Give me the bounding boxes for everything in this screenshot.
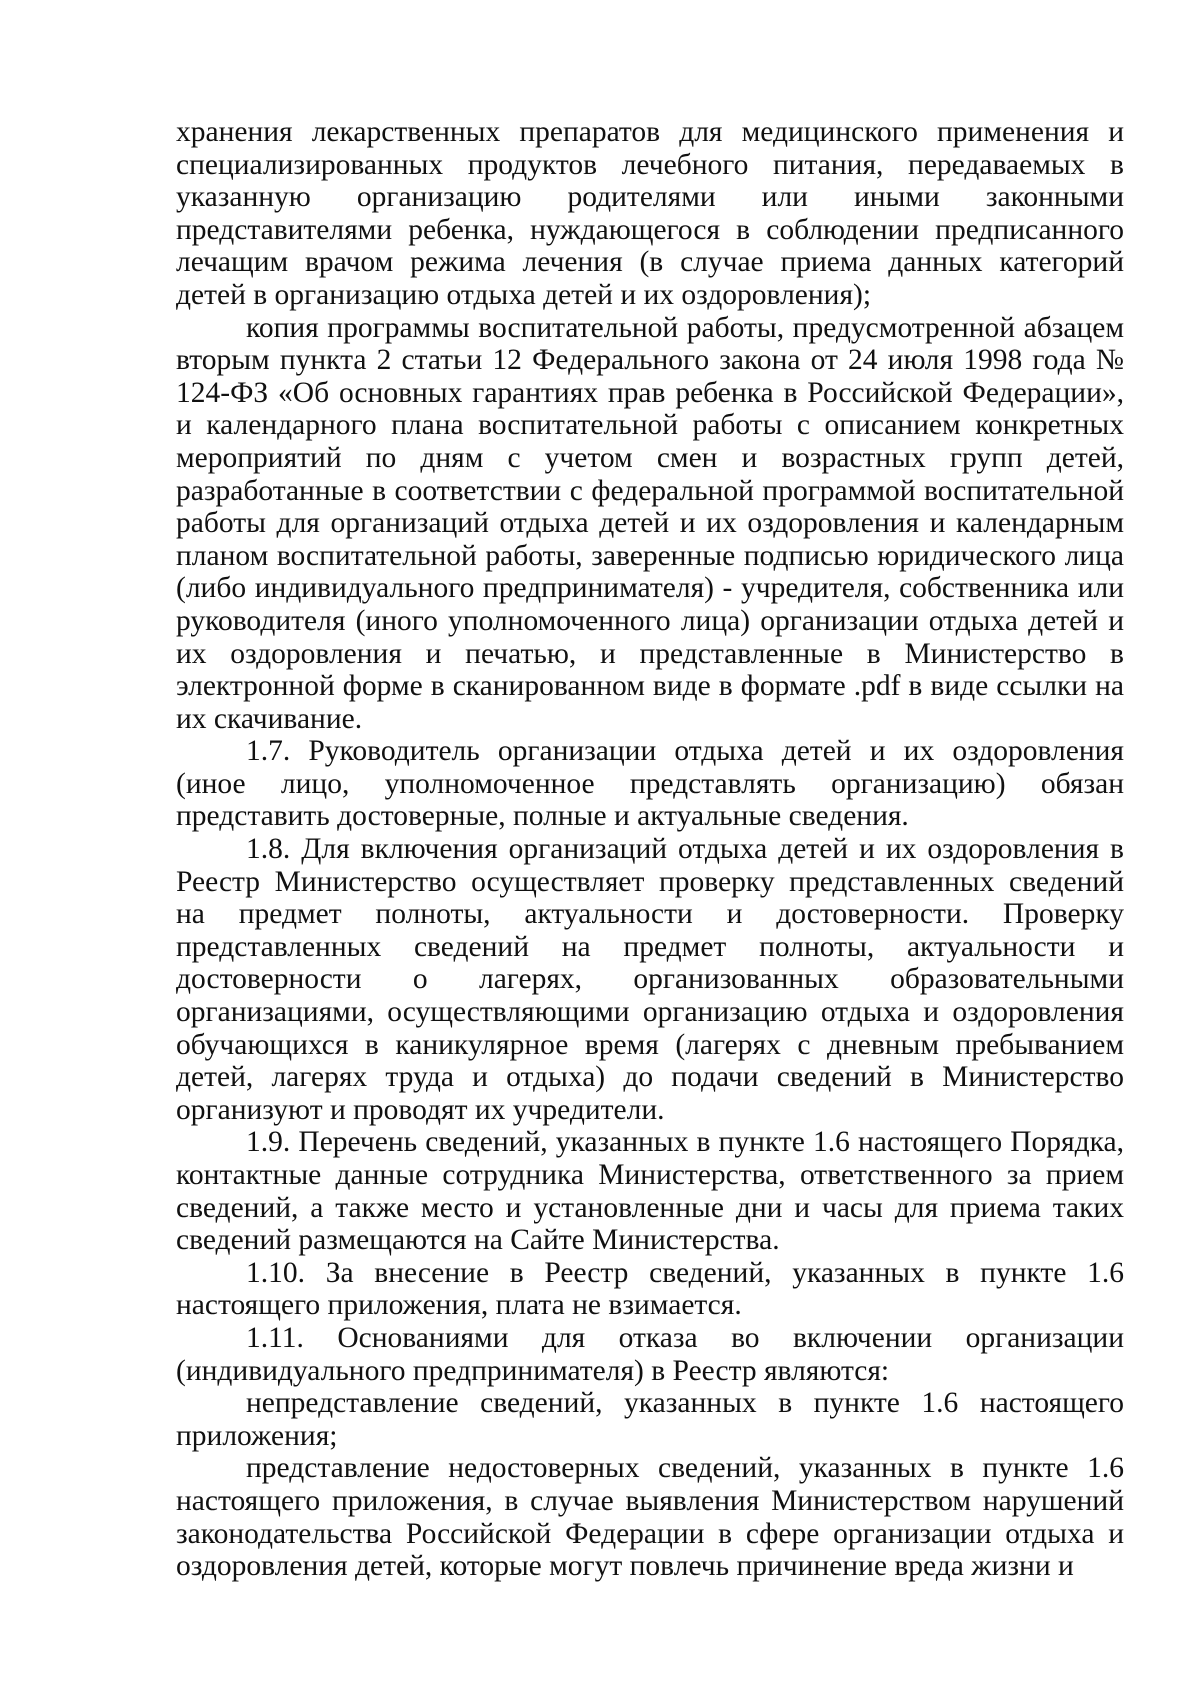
paragraph-clause-1-11: 1.11. Основаниями для отказа во включении организации (индивидуального предпринимателя) в Реестр являются:	[176, 1321, 1124, 1387]
paragraph-refusal-ground-1: непредставление сведений, указанных в пункте 1.6 настоящего приложения;	[176, 1387, 1124, 1452]
paragraph-medication-storage: хранения лекарственных препаратов для медицинского применения и специализированных продуктов лечебного питания, передаваемых в указанную организацию родителями или иными законными представителями ребенка, нуждающегося в соблюдении предписанного лечащим врачом режима лечения (в случае приема данных категорий детей в организацию отдыха детей и их оздоровления);	[176, 116, 1124, 311]
paragraph-clause-1-8: 1.8. Для включения организаций отдыха детей и их оздоровления в Реестр Министерство осуществляет проверку представленных сведений на предмет полноты, актуальности и достоверности. Проверку представленных сведений на предмет полноты, актуальности и достоверности о лагерях, организованных образовательными организациями, осуществляющими организацию отдыха и оздоровления обучающихся в каникулярное время (лагерях с дневным пребыванием детей, лагерях труда и отдыха) до подачи сведений в Министерство организуют и проводят их учредители.	[176, 833, 1124, 1126]
paragraph-refusal-ground-2: представление недостоверных сведений, указанных в пункте 1.6 настоящего приложения, в случае выявления Министерством нарушений законодательства Российской Федерации в сфере организации отдыха и оздоровления детей, которые могут повлечь причинение вреда жизни и	[176, 1452, 1124, 1583]
document-page	[176, 116, 1124, 1583]
paragraph-clause-1-9: 1.9. Перечень сведений, указанных в пункте 1.6 настоящего Порядка, контактные данные сотрудника Министерства, ответственного за прием сведений, а также место и установленные дни и часы для приема таких сведений размещаются на Сайте Министерства.	[176, 1126, 1124, 1257]
paragraph-clause-1-10: 1.10. За внесение в Реестр сведений, указанных в пункте 1.6 настоящего приложения, плата не взимается.	[176, 1256, 1124, 1322]
paragraph-education-program-copy: копия программы воспитательной работы, предусмотренной абзацем вторым пункта 2 статьи 12 Федерального закона от 24 июля 1998 года № 124-ФЗ «Об основных гарантиях прав ребенка в Российской Федерации», и календарного плана воспитательной работы с описанием конкретных мероприятий по дням с учетом смен и возрастных групп детей, разработанные в соответствии с федеральной программой воспитательной работы для организаций отдыха детей и их оздоровления и календарным планом воспитательной работы, заверенные подписью юридического лица (либо индивидуального предпринимателя) - учредителя, собственника или руководителя (иного уполномоченного лица) организации отдыха детей и их оздоровления и печатью, и представленные в Министерство в электронной форме в сканированном виде в формате .pdf в виде ссылки на их скачивание.	[176, 311, 1124, 735]
paragraph-clause-1-7: 1.7. Руководитель организации отдыха детей и их оздоровления (иное лицо, уполномоченное представлять организацию) обязан представить достоверные, полные и актуальные сведения.	[176, 735, 1124, 833]
